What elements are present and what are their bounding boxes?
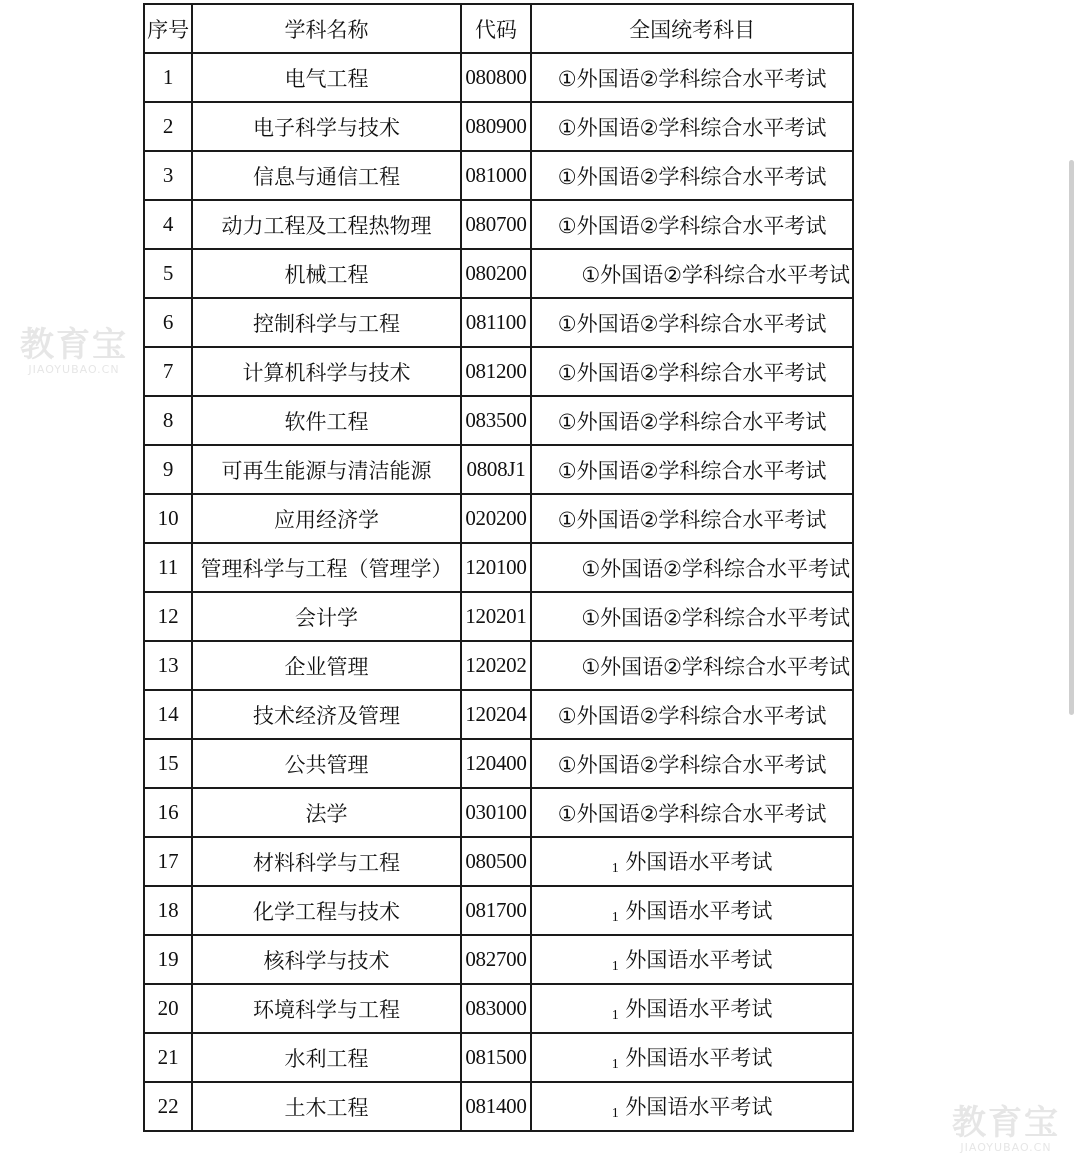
subject-number-prefix: 1 [611,1106,619,1121]
row-exam-subjects [531,788,853,837]
row-index: 22 [144,1082,192,1131]
row-index: 20 [144,984,192,1033]
row-discipline-name: 电子科学与技术 [192,102,461,151]
table-row [144,788,853,837]
subject-text: 外国语水平考试 [625,1046,773,1070]
subject-text: ①外国语②学科综合水平考试 [557,360,827,385]
row-discipline-name: 会计学 [192,592,461,641]
table-row [144,935,853,984]
table-row [144,592,853,641]
row-exam-subjects [531,592,853,641]
row-index: 3 [144,151,192,200]
row-discipline-name: 化学工程与技术 [192,886,461,935]
row-exam-subjects [531,1033,853,1082]
table-row [144,396,853,445]
subject-text: ①外国语②学科综合水平考试 [581,654,850,679]
row-exam-subjects [531,543,853,592]
row-exam-subjects [531,53,853,102]
row-code: 120100 [461,543,531,592]
row-index: 10 [144,494,192,543]
table-row [144,249,853,298]
row-index: 5 [144,249,192,298]
row-discipline-name: 技术经济及管理 [192,690,461,739]
scrollbar[interactable] [1069,160,1074,715]
table-row [144,298,853,347]
table-row [144,641,853,690]
row-exam-subjects [531,249,853,298]
watermark-right [948,1104,1064,1154]
subject-text: ①外国语②学科综合水平考试 [581,262,850,287]
table-row [144,494,853,543]
row-index: 7 [144,347,192,396]
row-index: 14 [144,690,192,739]
table-body [144,53,853,1131]
row-index: 18 [144,886,192,935]
subject-text: ①外国语②学科综合水平考试 [557,213,827,238]
row-discipline-name: 应用经济学 [192,494,461,543]
row-code: 020200 [461,494,531,543]
row-discipline-name: 动力工程及工程热物理 [192,200,461,249]
row-discipline-name: 材料科学与工程 [192,837,461,886]
header-name: 学科名称 [192,4,461,53]
row-exam-subjects [531,494,853,543]
row-code: 120201 [461,592,531,641]
row-exam-subjects [531,690,853,739]
subject-text: ①外国语②学科综合水平考试 [557,458,827,483]
row-discipline-name: 电气工程 [192,53,461,102]
row-exam-subjects [531,200,853,249]
row-index: 9 [144,445,192,494]
table-row [144,347,853,396]
row-discipline-name: 环境科学与工程 [192,984,461,1033]
row-code: 083500 [461,396,531,445]
watermark-domain: JIAOYUBAO.CN [960,1141,1052,1154]
watermark-domain: JIAOYUBAO.CN [28,363,120,376]
subject-text: 外国语水平考试 [625,997,773,1021]
row-discipline-name: 管理科学与工程（管理学） [192,543,461,592]
subject-text: ①外国语②学科综合水平考试 [557,703,827,728]
row-exam-subjects [531,298,853,347]
row-index: 6 [144,298,192,347]
header-subjects: 全国统考科目 [531,4,853,53]
watermark-left [18,326,130,376]
row-code: 081500 [461,1033,531,1082]
table-row [144,739,853,788]
table-row [144,200,853,249]
table-row [144,984,853,1033]
table-row [144,543,853,592]
subject-number-prefix: 1 [611,1008,619,1023]
row-exam-subjects [531,445,853,494]
subject-text: ①外国语②学科综合水平考试 [557,66,827,91]
subject-text: 外国语水平考试 [625,899,773,923]
row-discipline-name: 企业管理 [192,641,461,690]
row-discipline-name: 核科学与技术 [192,935,461,984]
table-row [144,53,853,102]
row-discipline-name: 土木工程 [192,1082,461,1131]
row-code: 120202 [461,641,531,690]
row-code: 080800 [461,53,531,102]
row-discipline-name: 水利工程 [192,1033,461,1082]
row-code: 082700 [461,935,531,984]
subject-text: ①外国语②学科综合水平考试 [557,115,827,140]
row-code: 081200 [461,347,531,396]
row-index: 4 [144,200,192,249]
row-discipline-name: 控制科学与工程 [192,298,461,347]
row-exam-subjects [531,102,853,151]
subject-number-prefix: 1 [611,861,619,876]
subject-text: 外国语水平考试 [625,948,773,972]
table-row [144,886,853,935]
row-exam-subjects [531,886,853,935]
row-code: 081100 [461,298,531,347]
subject-text: ①外国语②学科综合水平考试 [581,605,850,630]
header-code: 代码 [461,4,531,53]
subject-text: ①外国语②学科综合水平考试 [557,507,827,532]
table-header-row [144,4,853,53]
subject-text: ①外国语②学科综合水平考试 [581,556,850,581]
row-code: 080700 [461,200,531,249]
row-index: 12 [144,592,192,641]
subject-number-prefix: 1 [611,910,619,925]
table-row [144,690,853,739]
row-exam-subjects [531,935,853,984]
table-row [144,1082,853,1131]
row-exam-subjects [531,739,853,788]
subject-number-prefix: 1 [611,1057,619,1072]
row-code: 080500 [461,837,531,886]
subject-text: ①外国语②学科综合水平考试 [557,801,827,826]
row-discipline-name: 软件工程 [192,396,461,445]
row-code: 081400 [461,1082,531,1131]
table-row [144,102,853,151]
row-code: 081700 [461,886,531,935]
row-index: 15 [144,739,192,788]
subject-number-prefix: 1 [611,959,619,974]
subject-text: ①外国语②学科综合水平考试 [557,409,827,434]
row-exam-subjects [531,837,853,886]
row-index: 16 [144,788,192,837]
row-exam-subjects [531,641,853,690]
subject-text: ①外国语②学科综合水平考试 [557,311,827,336]
watermark-brand: 教育宝 [20,325,128,365]
subject-text: ①外国语②学科综合水平考试 [557,752,827,777]
table-row [144,1033,853,1082]
row-index: 11 [144,543,192,592]
row-code: 083000 [461,984,531,1033]
subject-text: 外国语水平考试 [625,850,773,874]
row-index: 19 [144,935,192,984]
row-index: 8 [144,396,192,445]
row-discipline-name: 信息与通信工程 [192,151,461,200]
subject-text: ①外国语②学科综合水平考试 [557,164,827,189]
row-exam-subjects [531,347,853,396]
discipline-table [143,3,854,1132]
row-exam-subjects [531,151,853,200]
row-discipline-name: 公共管理 [192,739,461,788]
row-exam-subjects [531,984,853,1033]
row-exam-subjects [531,396,853,445]
row-code: 081000 [461,151,531,200]
row-index: 17 [144,837,192,886]
subject-text: 外国语水平考试 [625,1095,773,1119]
row-code: 080900 [461,102,531,151]
row-code: 080200 [461,249,531,298]
row-discipline-name: 机械工程 [192,249,461,298]
row-discipline-name: 可再生能源与清洁能源 [192,445,461,494]
table-row [144,837,853,886]
row-code: 0808J1 [461,445,531,494]
watermark-brand: 教育宝 [952,1103,1060,1143]
row-code: 120400 [461,739,531,788]
row-index: 1 [144,53,192,102]
row-discipline-name: 法学 [192,788,461,837]
row-code: 120204 [461,690,531,739]
header-index: 序号 [144,4,192,53]
row-index: 13 [144,641,192,690]
table-row [144,151,853,200]
table-row [144,445,853,494]
row-discipline-name: 计算机科学与技术 [192,347,461,396]
row-code: 030100 [461,788,531,837]
row-exam-subjects [531,1082,853,1131]
row-index: 21 [144,1033,192,1082]
row-index: 2 [144,102,192,151]
